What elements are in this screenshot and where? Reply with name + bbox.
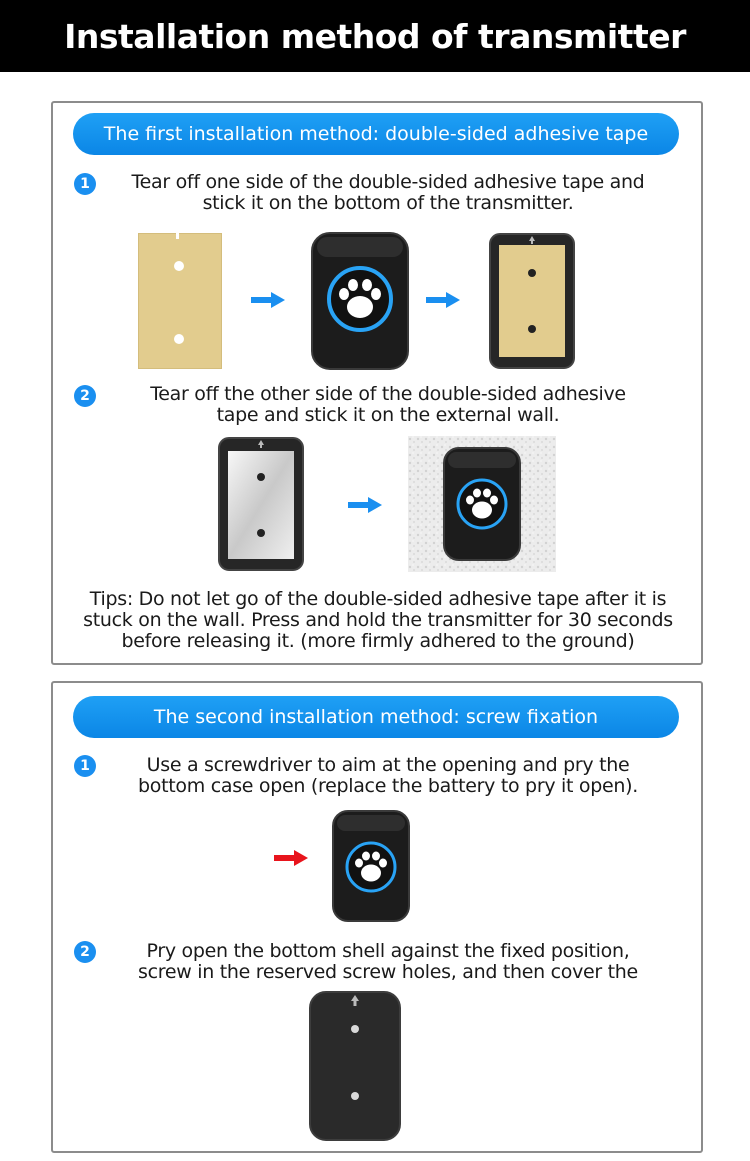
method1-panel (51, 101, 703, 665)
transmitter-bottom-shell-image (309, 991, 401, 1141)
method1-title: The first installation method: double-sided adhesive tape (103, 123, 649, 145)
method2-panel (51, 681, 703, 1153)
step1-text: Use a screwdriver to aim at the opening and pry the bottom case open (replace the battery to pry it open). (138, 754, 638, 797)
step1-number-badge: 1 (74, 173, 96, 195)
step1-number-badge: 1 (74, 755, 96, 777)
transmitter-back-tape-exposed-image (218, 437, 304, 571)
arrow-right-icon (251, 292, 285, 308)
step2-number-badge: 2 (74, 941, 96, 963)
tips-text: Tips: Do not let go of the double-sided adhesive tape after it is stuck on the wall. Press and hold the transmitter for 30 seconds before releasing it. (more firmly adhered to the ground) (83, 588, 673, 652)
arrow-right-icon (348, 497, 382, 513)
step2-text: Tear off the other side of the double-sided adhesive tape and stick it on the external wall. (150, 383, 626, 426)
adhesive-tape-image (138, 233, 222, 369)
page-title: Installation method of transmitter (64, 16, 686, 56)
step2-text: Pry open the bottom shell against the fixed position, screw in the reserved screw holes, and then cover the (138, 940, 638, 983)
method2-title-pill (73, 696, 679, 738)
transmitter-back-with-tape-image (489, 233, 575, 369)
transmitter-on-wall-image (408, 436, 556, 572)
step2-number-badge: 2 (74, 385, 96, 407)
transmitter-front-image (332, 810, 410, 922)
arrow-right-icon (426, 292, 460, 308)
method1-title-pill (73, 113, 679, 155)
transmitter-front-image (311, 232, 409, 370)
arrow-right-red-icon (274, 850, 308, 866)
page-header (0, 0, 750, 72)
method2-title: The second installation method: screw fixation (153, 706, 599, 728)
step1-text: Tear off one side of the double-sided adhesive tape and stick it on the bottom of the transmitter. (131, 171, 645, 214)
